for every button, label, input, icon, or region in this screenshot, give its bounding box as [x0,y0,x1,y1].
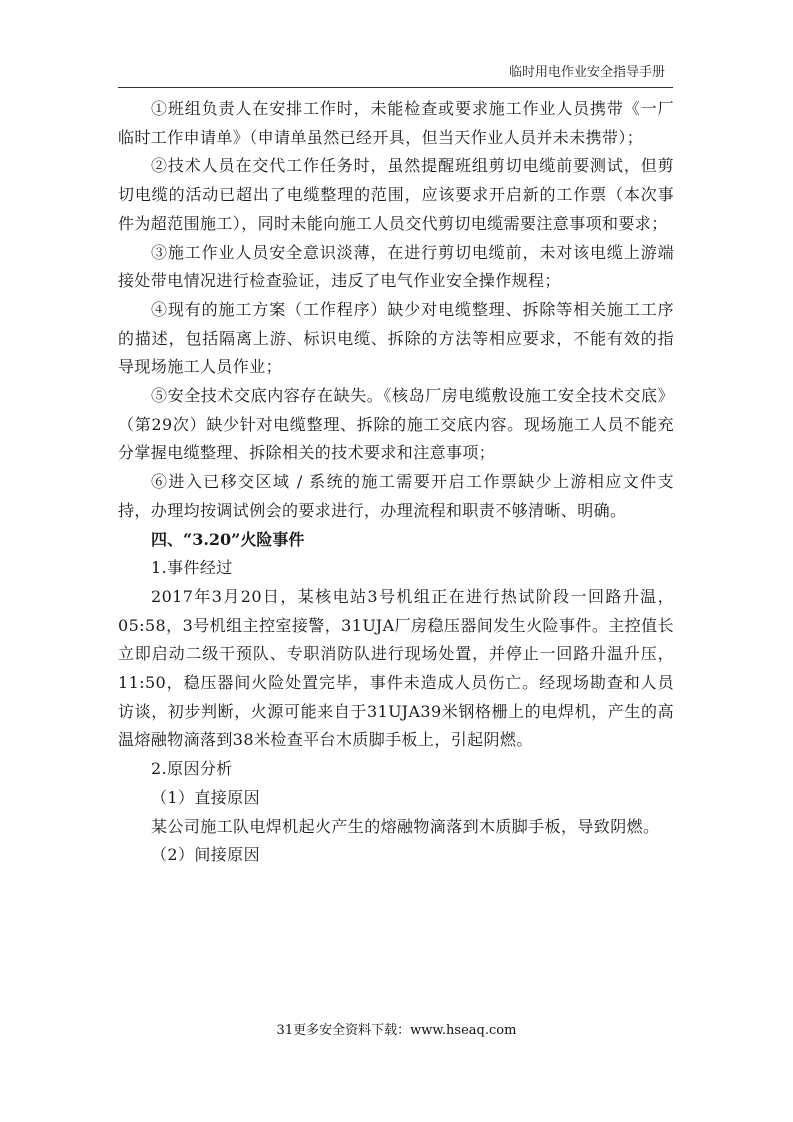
header-divider [118,87,673,88]
page-body [118,95,674,870]
direct-cause-text: 某公司施工队电焊机起火产生的熔融物滴落到木质脚手板，导致阴燃。 [151,816,660,836]
cause-paragraph-6: ⑥进入已移交区域 / 系统的施工需要开启工作票缺少上游相应文件支持，办理均按调试例会的要求进行，办理流程和职责不够清晰、明确。 [118,472,674,520]
cause-paragraph-1: ①班组负责人在安排工作时，未能检查或要求施工作业人员携带《一厂临时工作申请单》（申请单虽然已经开具，但当天作业人员并未未携带）； [118,99,674,147]
page-footer: 31更多安全资料下载：www.hseaq.com [276,1023,517,1038]
cause-paragraph-5: ⑤安全技术交底内容存在缺失。《核岛厂房电缆敷设施工安全技术交底》（第29次）缺少针对电缆整理、拆除的施工交底内容。现场施工人员不能充分掌握电缆整理、拆除相关的技术要求和注意事项； [118,386,674,463]
direct-cause-title: （1）直接原因 [151,787,260,807]
cause-paragraph-3: ③施工作业人员安全意识淡薄，在进行剪切电缆前，未对该电缆上游端接处带电情况进行检查验证，违反了电气作业安全操作规程； [118,242,674,291]
subheading-cause-analysis: 2.原因分析 [151,759,233,779]
subheading-event-process: 1.事件经过 [151,558,233,578]
page-header-title: 临时用电作业安全指导手册 [508,65,665,80]
section-heading: 四、“3.20”火险事件 [151,529,305,549]
event-description: 2017年3月20日，某核电站3号机组正在进行热试阶段一回路升温，05:58，3号机组主控室接警，31UJA厂房稳压器间发生火险事件。主控值长立即启动二级干预队、专职消防队进行现场处置，并停止一回路升温升压，11:50，稳压器间火险处置完毕，事件未造成人员伤亡。经现场勘查和人员访谈，初步判断，火源可能来自于31UJA39米钢格栅上的电焊机，产生的高温熔融物滴落到38米检查平台木质脚手板上，引起阴燃。 [118,586,674,750]
cause-paragraph-4: ④现有的施工方案（工作程序）缺少对电缆整理、拆除等相关施工工序的描述，包括隔离上游、标识电缆、拆除的方法等相应要求，不能有效的指导现场施工人员作业； [118,299,674,377]
indirect-cause-title: （2）间接原因 [151,845,260,865]
cause-paragraph-2: ②技术人员在交代工作任务时，虽然提醒班组剪切电缆前要测试，但剪切电缆的活动已超出了电缆整理的范围，应该要求开启新的工作票（本次事件为超范围施工），同时未能向施工人员交代剪切电缆需要注意事项和要求； [118,156,674,233]
